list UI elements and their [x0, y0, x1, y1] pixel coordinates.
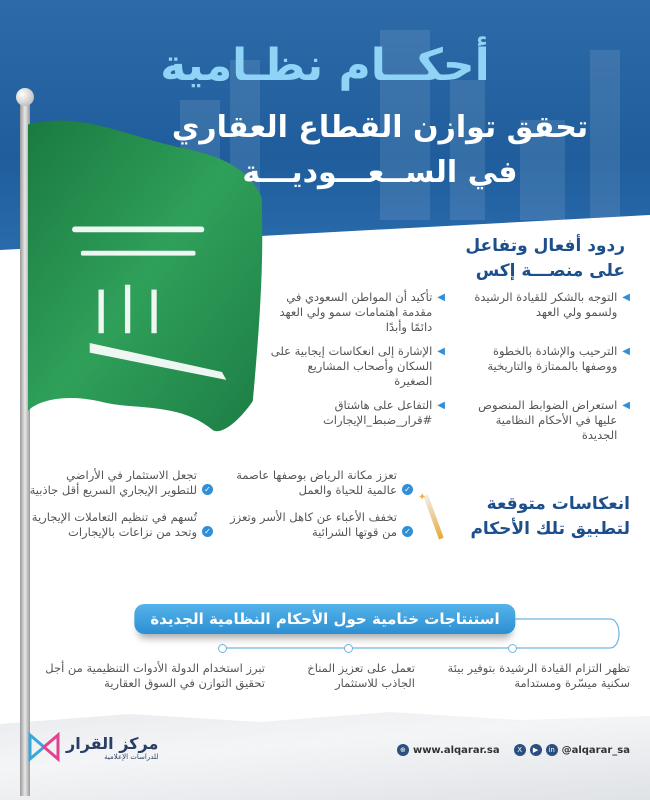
website-link[interactable]: www.alqarar.sa: [412, 744, 500, 756]
effect-item: [228, 510, 413, 540]
magic-wand-icon: ✦: [418, 488, 448, 544]
effect-text: تُسهم في تنظيم التعاملات الإيجارية وتحد من نزاعات بالإيجارات: [31, 510, 197, 539]
subtitle-line2: في الســعـــوديـــة: [242, 155, 518, 190]
reaction-text: التفاعل على هاشتاق #قرار_ضبط_الإيجارات: [322, 398, 433, 427]
logo-name: مركز القرار: [66, 733, 159, 753]
globe-icon: ⊕: [397, 744, 409, 756]
bullet-triangle-icon: ◀: [622, 292, 630, 303]
reaction-item: [270, 398, 445, 443]
reaction-text: تأكيد أن المواطن السعودي في مقدمة اهتمامات سمو ولي العهد دائمًا وأبدًا: [279, 290, 433, 334]
reaction-item: [270, 344, 445, 389]
check-circle-icon: ✓: [202, 484, 213, 495]
main-title: أحكــام نظـامية: [160, 40, 490, 91]
reactions-title-line1: ردود أفعال وتفاعل: [465, 236, 625, 256]
bullet-triangle-icon: ◀: [437, 346, 445, 357]
logo-icon: [28, 732, 60, 762]
linkedin-icon[interactable]: in: [546, 744, 558, 756]
bullet-triangle-icon: ◀: [622, 346, 630, 357]
social-handle[interactable]: @alqarar_sa: [561, 744, 630, 756]
reaction-item: [460, 398, 630, 443]
subtitle-line1: تحقق توازن القطاع العقاري: [171, 110, 589, 145]
conclusion-item: تعمل على تعزيز المناخ الجاذب للاستثمار: [307, 661, 415, 690]
x-icon[interactable]: X: [514, 744, 526, 756]
reactions-list: [270, 290, 630, 443]
bullet-triangle-icon: ◀: [437, 292, 445, 303]
effects-list: [28, 468, 413, 540]
effect-item: [28, 468, 213, 498]
effect-item: [28, 510, 213, 540]
bullet-triangle-icon: ◀: [437, 400, 445, 411]
reaction-text: التوجه بالشكر للقيادة الرشيدة ولسمو ولي العهد: [474, 290, 618, 319]
footer-contacts: [397, 744, 630, 756]
conclusions-list: [20, 661, 630, 691]
effect-text: تجعل الاستثمار في الأراضي للتطوير الإيجاري السريع أقل جاذبية: [29, 468, 197, 497]
bullet-triangle-icon: ◀: [622, 400, 630, 411]
timeline-dot: [344, 644, 353, 653]
timeline-dot: [508, 644, 517, 653]
conclusion-item: تبرز استخدام الدولة الأدوات التنظيمية من أجل تحقيق التوازن في السوق العقارية: [45, 661, 265, 690]
check-circle-icon: ✓: [402, 484, 413, 495]
logo-subtitle: للدراسات الإعلامية: [104, 752, 159, 761]
reaction-text: الترحيب والإشادة بالخطوة ووصفها بالممتازة والتاريخية: [487, 344, 618, 373]
effects-title: [470, 492, 630, 542]
timeline-dot: [218, 644, 227, 653]
effect-text: تخفف الأعباء عن كاهل الأسر وتعزز من قوتها الشرائية: [230, 510, 397, 539]
effects-title-line1: انعكاسات متوقعة: [486, 494, 630, 514]
reaction-text: استعراض الضوابط المنصوص عليها في الأحكام النظامية الجديدة: [478, 398, 618, 442]
check-circle-icon: ✓: [402, 526, 413, 537]
logo: [28, 732, 158, 762]
reaction-item: [460, 290, 630, 335]
reactions-title-line2: على منصـــة إكس: [475, 261, 625, 281]
reaction-text: الإشارة إلى انعكاسات إيجابية على السكان وأصحاب المشاريع الصغيرة: [270, 344, 433, 388]
effects-title-line2: لتطبيق تلك الأحكام: [470, 519, 630, 539]
conclusion-item: تظهر التزام القيادة الرشيدة بتوفير بيئة سكنية ميسّرة ومستدامة: [447, 661, 630, 690]
reaction-item: [270, 290, 445, 335]
reaction-item: [460, 344, 630, 389]
conclusions-title: استنتاجات ختامية حول الأحكام النظامية الجديدة: [134, 604, 515, 634]
effect-item: [228, 468, 413, 498]
check-circle-icon: ✓: [202, 526, 213, 537]
youtube-icon[interactable]: ▶: [530, 744, 542, 756]
effect-text: تعزز مكانة الرياض بوصفها عاصمة عالمية للحياة والعمل: [236, 468, 397, 497]
reactions-title: [465, 234, 625, 284]
